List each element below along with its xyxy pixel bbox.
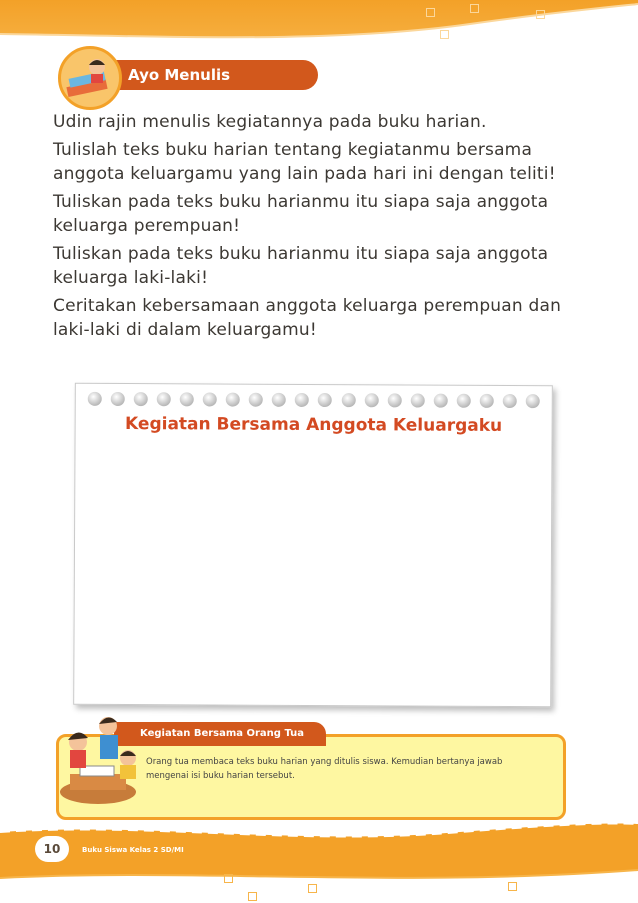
instruction-line: Tuliskan pada teks buku harianmu itu siapa saja anggota keluarga perempuan!	[53, 192, 549, 236]
notepad-title: Kegiatan Bersama Anggota Keluargaku	[125, 414, 503, 436]
instruction-line: Udin rajin menulis kegiatannya pada buku harian.	[53, 112, 487, 132]
ring	[433, 394, 447, 408]
parent-activity-title: Kegiatan Bersama Orang Tua	[114, 722, 326, 746]
bottom-decorative-band	[0, 818, 638, 903]
page-number: 10	[35, 836, 69, 862]
instructions	[53, 110, 573, 346]
ring	[88, 392, 102, 406]
parent-activity-text: Orang tua membaca teks buku harian yang ditulis siswa. Kemudian bertanya jawab mengenai isi buku harian tersebut.	[146, 757, 503, 781]
decor-square	[536, 10, 545, 19]
ring	[249, 393, 263, 407]
ring	[157, 392, 171, 406]
instruction-line: Tuliskan pada teks buku harianmu itu siapa saja anggota keluarga laki-laki!	[53, 244, 549, 288]
ring	[226, 393, 240, 407]
ring	[410, 394, 424, 408]
ring	[203, 392, 217, 406]
ring	[272, 393, 286, 407]
ring	[456, 394, 470, 408]
diary-notepad[interactable]	[73, 383, 553, 707]
section-header	[58, 46, 263, 90]
ring	[526, 394, 540, 408]
decor-square	[426, 8, 435, 17]
instruction-line: Tulislah teks buku harian tentang kegiatanmu bersama anggota keluargamu yang lain pada hari ini dengan teliti!	[53, 140, 556, 184]
child-writing-icon	[58, 46, 122, 110]
decor-square	[440, 30, 449, 39]
ring	[318, 393, 332, 407]
ring	[480, 394, 494, 408]
parent-child-reading-icon	[56, 708, 142, 808]
ring	[111, 392, 125, 406]
decor-square	[508, 882, 517, 891]
ring	[503, 394, 517, 408]
book-title: Buku Siswa Kelas 2 SD/MI	[82, 846, 184, 854]
section-title: Ayo Menulis	[108, 60, 318, 90]
ring	[134, 392, 148, 406]
instruction-line: Ceritakan kebersamaan anggota keluarga perempuan dan laki-laki di dalam keluargamu!	[53, 296, 562, 340]
ring	[387, 393, 401, 407]
ring	[295, 393, 309, 407]
decor-square	[248, 892, 257, 901]
ring	[180, 392, 194, 406]
decor-square	[470, 4, 479, 13]
spiral-rings	[88, 392, 540, 408]
decor-square	[224, 874, 233, 883]
ring	[364, 393, 378, 407]
ring	[341, 393, 355, 407]
decor-square	[308, 884, 317, 893]
